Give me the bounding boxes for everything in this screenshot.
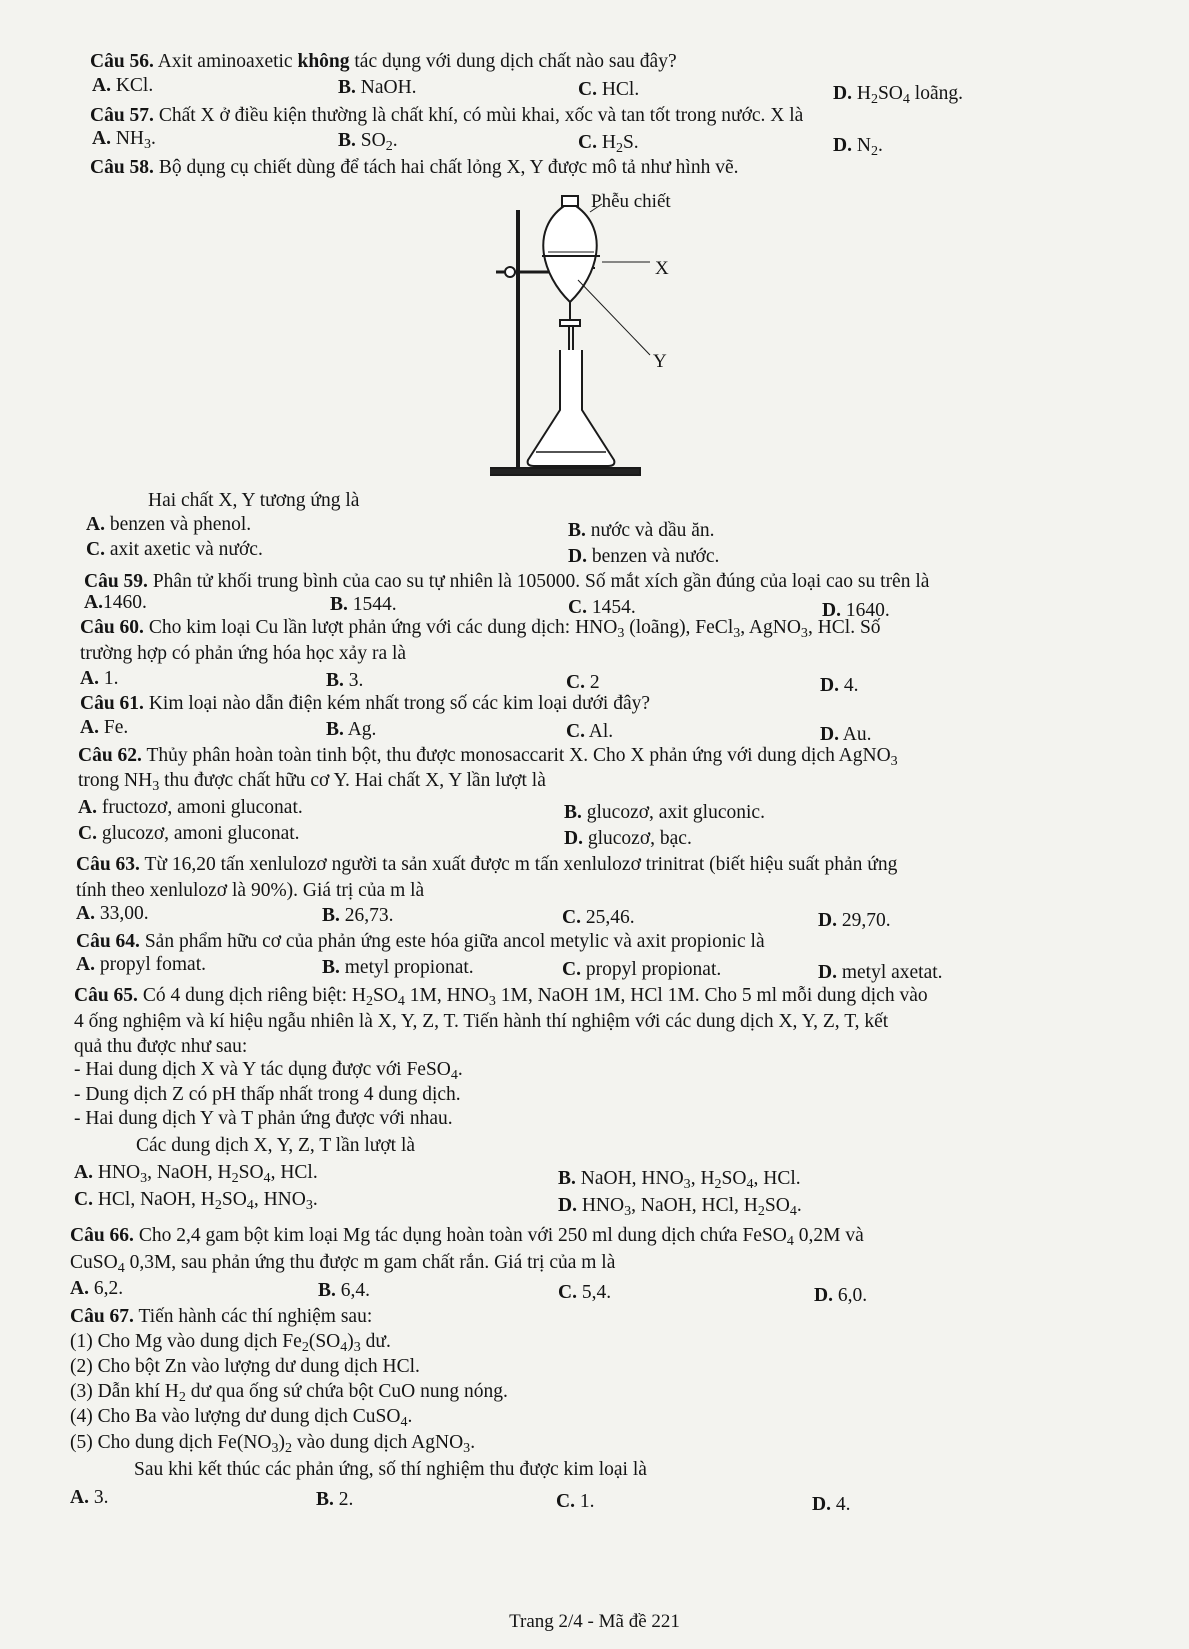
y-label: Y [653,351,667,372]
q60-option-a: A. 1. [80,668,119,689]
q67-option-c: C. 1. [556,1491,595,1512]
q57-option-a: A. $NH_3$. [92,128,156,152]
q66-option-a: A. 6,2. [70,1278,124,1299]
question-66: Câu 66. Cho 2,4 gam bột kim loại Mg tác dụng hoàn toàn với 250 ml dung dịch chứa FeSO$_4$ 0,2M và [70,1225,864,1249]
funnel-body [543,206,596,302]
q67-experiment-1: (1) Cho Mg vào dung dịch $Fe_2(SO_4)_3$ dư. [70,1331,391,1355]
q67-experiment-3: (3) Dẫn khí $H_2$ dư qua ống sứ chứa bột CuO nung nóng. [70,1381,508,1405]
question-59: Câu 59. Phân tử khối trung bình của cao su tự nhiên là 105000. Số mắt xích gần đúng của loại cao su trên là [84,571,930,592]
q65-line2: 4 ống nghiệm và kí hiệu ngẫu nhiên là X, Y, Z, T. Tiến hành thí nghiệm với các dung dịch X, Y, Z, T, kết [74,1011,889,1032]
question-63: Câu 63. Từ 16,20 tấn xenlulozơ người ta sản xuất được m tấn xenlulozơ trinitrat (biết hiệu suất phản ứng [76,854,898,875]
question-64: Câu 64. Sản phẩm hữu cơ của phản ứng este hóa giữa ancol metylic và axit propionic là [76,931,765,952]
q66-option-c: C. 5,4. [558,1282,612,1303]
question-65: Câu 65. Có 4 dung dịch riêng biệt: $H_2SO_4$ 1M, $HNO_3$ 1M, NaOH 1M, HCl 1M. Cho 5 ml mỗi dung dịch vào [74,985,928,1009]
q62-line2: trong $NH_3$ thu được chất hữu cơ Y. Hai chất X, Y lần lượt là [78,770,546,794]
q67-stem: Sau khi kết thúc các phản ứng, số thí nghiệm thu được kim loại là [134,1459,647,1480]
q60-option-d: D. 4. [820,675,859,696]
q65-stem: Các dung dịch X, Y, Z, T lần lượt là [136,1135,416,1156]
q60-option-c: C. 2 [566,672,600,693]
stand-base [490,468,640,475]
q65-bullet-2: - Dung dịch Z có pH thấp nhất trong 4 dung dịch. [74,1084,461,1105]
q63-option-a: A. 33,00. [76,903,149,924]
q61-option-a: A. Fe. [80,717,129,738]
q58-option-a: A. benzen và phenol. [86,514,252,535]
q60-option-b: B. 3. [326,670,364,691]
x-label: X [655,258,669,279]
q65-option-c: C. HCl, NaOH, $H_2SO_4$, $HNO_3$. [74,1189,318,1213]
q57-option-c: C. $H_2S$. [578,132,639,156]
clamp-screw [505,267,515,277]
question-61: Câu 61. Kim loại nào dẫn điện kém nhất trong số các kim loại dưới đây? [80,693,651,714]
q63-line2: tính theo xenlulozơ là 90%). Giá trị của m là [76,880,425,901]
q67-experiment-2: (2) Cho bột Zn vào lượng dư dung dịch HCl. [70,1356,420,1377]
stopcock [560,320,580,326]
q64-option-a: A. propyl fomat. [76,954,206,975]
q59-option-c: C. 1454. [568,597,636,618]
q66-option-d: D. 6,0. [814,1285,868,1306]
q62-option-b: B. glucozơ, axit gluconic. [564,802,765,823]
q64-option-b: B. metyl propionat. [322,957,474,978]
q65-option-b: B. NaOH, $HNO_3$, $H_2SO_4$, HCl. [558,1168,801,1192]
q59-option-a: A.1460. [84,592,147,613]
q61-option-b: B. Ag. [326,719,377,740]
q56-option-b: B. NaOH. [338,77,417,98]
q65-bullet-3: - Hai dung dịch Y và T phản ứng được với nhau. [74,1108,453,1129]
q62-option-d: D. glucozơ, bạc. [564,828,692,849]
q64-option-c: C. propyl propionat. [562,959,722,980]
q62-option-a: A. fructozơ, amoni gluconat. [78,797,303,818]
question-67: Câu 67. Tiến hành các thí nghiệm sau: [70,1306,373,1327]
q61-option-d: D. Au. [820,724,872,745]
q56-option-a: A. KCl. [92,75,154,96]
separatory-funnel-diagram [490,190,660,490]
q63-option-d: D. 29,70. [818,910,891,931]
q62-option-c: C. glucozơ, amoni gluconat. [78,823,300,844]
q63-option-b: B. 26,73. [322,905,394,926]
page-footer: Trang 2/4 - Mã đề 221 [509,1611,680,1632]
funnel-label: Phễu chiết [591,191,671,212]
funnel-stopper [562,196,578,206]
q58-option-d: D. benzen và nước. [568,546,720,567]
q67-experiment-4: (4) Cho Ba vào lượng dư dung dịch CuSO$_4$. [70,1406,413,1430]
q58-option-b: B. nước và dầu ăn. [568,520,715,541]
q64-option-d: D. metyl axetat. [818,962,943,983]
q61-option-c: C. Al. [566,721,614,742]
q67-option-d: D. 4. [812,1494,851,1515]
erlenmeyer-flask [528,350,615,466]
question-56: Câu 56. Axit aminoaxetic không tác dụng với dung dịch chất nào sau đây? [90,51,677,72]
q67-option-a: A. 3. [70,1487,109,1508]
q66-line2: CuSO$_4$ 0,3M, sau phản ứng thu được m gam chất rắn. Giá trị của m là [70,1252,616,1276]
q59-option-b: B. 1544. [330,594,397,615]
question-58: Câu 58. Bộ dụng cụ chiết dùng để tách hai chất lỏng X, Y được mô tả như hình vẽ. [90,157,739,178]
q65-bullet-1: - Hai dung dịch X và Y tác dụng được với FeSO$_4$. [74,1059,463,1083]
q67-experiment-5: (5) Cho dung dịch $Fe(NO_3)_2$ vào dung dịch AgNO$_3$. [70,1432,476,1456]
q65-option-d: D. $HNO_3$, NaOH, HCl, $H_2SO_4$. [558,1195,802,1219]
question-57: Câu 57. Chất X ở điều kiện thường là chất khí, có mùi khai, xốc và tan tốt trong nước. X là [90,105,804,126]
bleed-through-shadow [170,378,175,401]
q56-option-c: C. HCl. [578,79,640,100]
q60-line2: trường hợp có phản ứng hóa học xảy ra là [80,643,407,664]
q65-line3: quả thu được như sau: [74,1036,248,1057]
q63-option-c: C. 25,46. [562,907,635,928]
q58-stem: Hai chất X, Y tương ứng là [148,490,360,511]
q58-option-c: C. axit axetic và nước. [86,539,263,560]
q57-option-b: B. $SO_2$. [338,130,398,154]
q66-option-b: B. 6,4. [318,1280,371,1301]
q56-option-d: D. $H_2SO_4$ loãng. [833,83,963,107]
q59-option-d: D. 1640. [822,600,890,621]
q67-option-b: B. 2. [316,1489,354,1510]
q57-option-d: D. $N_2$. [833,135,883,159]
question-62: Câu 62. Thủy phân hoàn toàn tinh bột, thu được monosaccarit X. Cho X phản ứng với dung dịch AgNO$_3$ [78,745,898,769]
question-60: Câu 60. Cho kim loại Cu lần lượt phản ứng với các dung dịch: $HNO_3$ (loãng), FeCl$_3$, AgNO$_3$, HCl. Số [80,617,881,641]
q65-option-a: A. $HNO_3$, NaOH, $H_2SO_4$, HCl. [74,1162,318,1186]
